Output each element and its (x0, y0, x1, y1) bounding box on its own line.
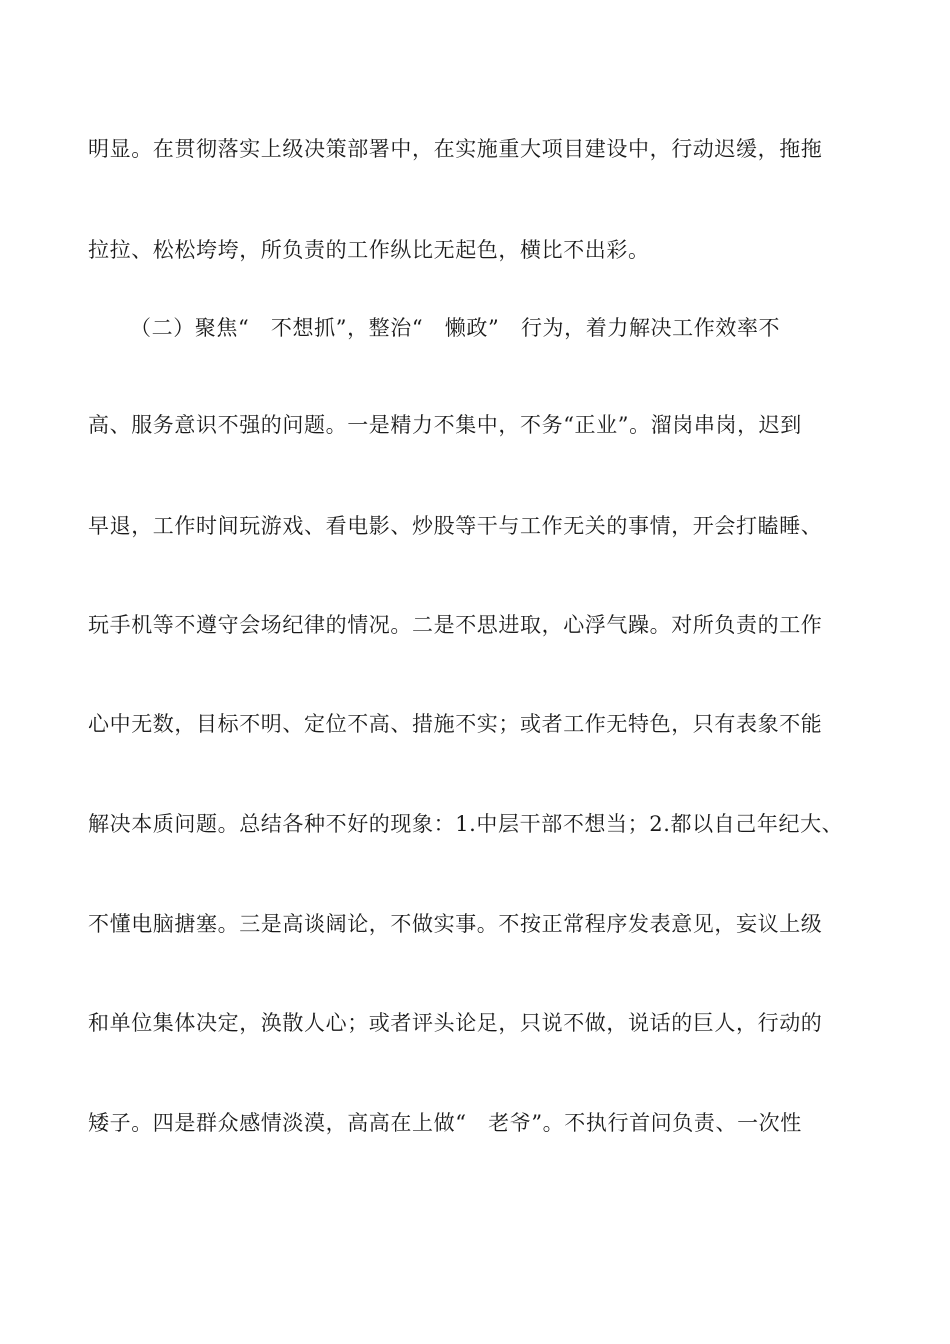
section-heading-line: （二）聚焦“ 不想抓”，整治“ 懒政” 行为，着力解决工作效率不 (130, 316, 781, 340)
text-line: 矮子。四是群众感情淡漠，高高在上做“ 老爷”。不执行首问负责、一次性 (88, 1111, 802, 1135)
text-line: 不懂电脑搪塞。三是高谈阔论，不做实事。不按正常程序发表意见，妄议上级 (88, 912, 823, 936)
text-line: 早退，工作时间玩游戏、看电影、炒股等干与工作无关的事情，开会打瞌睡、 (88, 514, 823, 538)
text-line: 高、服务意识不强的问题。一是精力不集中，不务“正业”。溜岗串岗，迟到 (88, 413, 802, 437)
text-line: 心中无数，目标不明、定位不高、措施不实；或者工作无特色，只有表象不能 (88, 712, 823, 736)
text-line: 明显。在贯彻落实上级决策部署中，在实施重大项目建设中，行动迟缓，拖拖 (88, 137, 823, 161)
text-line: 玩手机等不遵守会场纪律的情况。二是不思进取，心浮气躁。对所负责的工作 (88, 613, 823, 637)
text-line: 解决本质问题。总结各种不好的现象：1.中层干部不想当；2.都以自己年纪大、 (88, 812, 844, 836)
text-line: 拉拉、松松垮垮，所负责的工作纵比无起色，横比不出彩。 (88, 238, 650, 262)
text-line: 和单位集体决定，涣散人心；或者评头论足，只说不做，说话的巨人，行动的 (88, 1011, 823, 1035)
